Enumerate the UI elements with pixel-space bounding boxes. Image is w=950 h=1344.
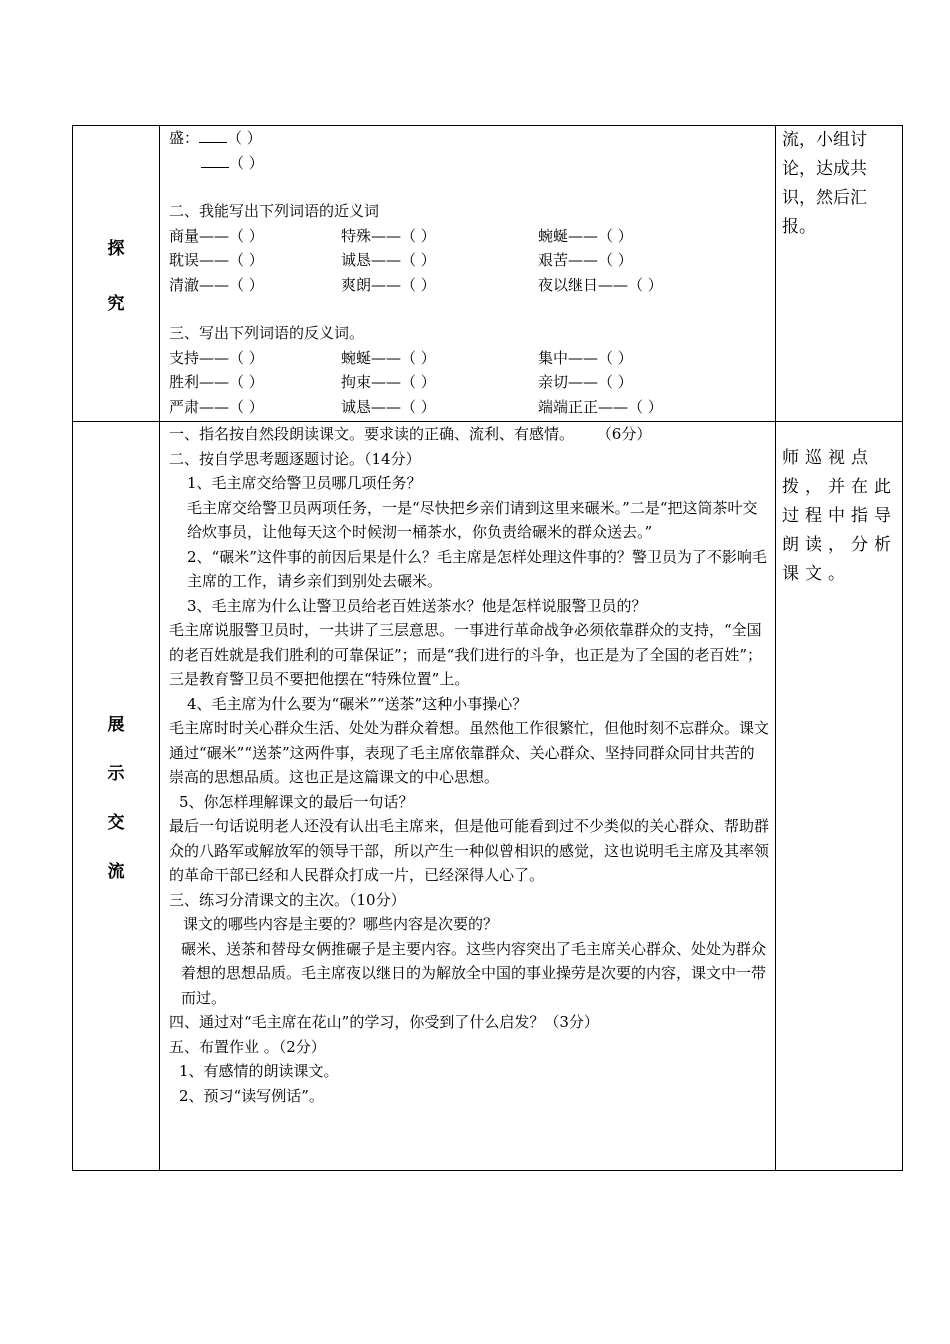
step-5: 五、布置作业 。（2分） — [169, 1037, 326, 1056]
question-5: 5、你怎样理解课文的最后一句话？ — [179, 792, 414, 811]
antonyms-title: 三、写出下列词语的反义词。 — [169, 324, 365, 342]
homework-2: 2、预习“读写例话”。 — [179, 1086, 324, 1105]
antonym-row — [169, 395, 769, 420]
antonym-item: 拘束——（ ） — [341, 373, 436, 391]
answer-3: 毛主席说服警卫员时，一共讲了三层意思。一事进行革命战争必须依靠群众的支持，“全国的老百姓就是我们胜利的可靠保证”；而是“我们进行的斗争，也正是为了全国的老百姓”；三是教育警卫员不要把他摆在“特殊位置”上。 — [169, 621, 763, 688]
antonym-item: 集中——（ ） — [538, 348, 633, 367]
fill-blank — [201, 153, 229, 168]
antonym-row — [169, 346, 769, 371]
antonym-item: 亲切——（ ） — [538, 373, 633, 391]
row-label-present — [73, 422, 160, 1171]
question-4: 4、毛主席为什么要为“碾米”“送茶”这种小事操心？ — [187, 694, 528, 713]
sheng-line-2 — [169, 151, 769, 176]
step-1 — [169, 422, 769, 447]
explore-content — [160, 126, 776, 422]
row-present — [73, 422, 903, 1171]
label-char: 究 — [107, 293, 125, 314]
synonym-item: 耽误——（ ） — [169, 251, 264, 269]
label-char: 展 — [107, 715, 125, 735]
synonym-item: 特殊——（ ） — [341, 226, 436, 245]
antonym-row — [169, 370, 769, 395]
step-3: 三、练习分清课文的主次。（10分） — [169, 890, 406, 909]
synonym-row — [169, 224, 769, 249]
present-content — [160, 422, 776, 1171]
antonym-item: 严肃——（ ） — [169, 397, 264, 416]
step-4: 四、通过对“毛主席在花山”的学习，你受到了什么启发？（3分） — [169, 1013, 599, 1031]
step-1-text: 一、指名按自然段朗读课文。要求读的正确、流利、有感情。 — [169, 425, 575, 443]
present-note — [776, 422, 903, 1171]
synonym-item: 商量——（ ） — [169, 226, 264, 245]
synonym-item: 艰苦——（ ） — [538, 251, 633, 269]
synonyms-title: 二、我能写出下列词语的近义词 — [169, 202, 380, 220]
row-label-explore — [73, 126, 160, 422]
paren: （ ） — [229, 153, 264, 172]
paren: （ ） — [227, 129, 262, 147]
step-3-answer: 碾米、送茶和替母女俩推碾子是主要内容。这些内容突出了毛主席关心群众、处处为群众着想的思想品质。毛主席夜以继日的为解放全中国的事业操劳是次要的内容，课文中一带而过。 — [181, 939, 767, 1007]
label-char: 示 — [107, 764, 125, 784]
antonym-item: 诚恳——（ ） — [341, 397, 436, 416]
sheng-prefix: 盛： — [169, 129, 200, 147]
synonym-item: 诚恳——（ ） — [341, 251, 436, 269]
synonym-item: 蜿蜒——（ ） — [538, 226, 633, 245]
question-1: 1、毛主席交给警卫员哪几项任务？ — [187, 474, 422, 492]
label-char: 交 — [107, 813, 125, 833]
fill-blank — [199, 128, 227, 143]
explore-note: 流，小组讨论，达成共识，然后汇报。 — [776, 126, 903, 422]
answer-5: 最后一句话说明老人还没有认出毛主席来，但是他可能看到过不少类似的关心群众、帮助群众的八路军或解放军的领导干部，所以产生一种似曾相识的感觉，这也说明毛主席及其率领的革命干部已经和人民群众打成一片，已经深得人心了。 — [169, 817, 770, 884]
label-char: 流 — [107, 862, 125, 882]
sheng-line — [169, 126, 769, 151]
step-3-question: 课文的哪些内容是主要的？哪些内容是次要的？ — [183, 915, 499, 933]
answer-4: 毛主席时时关心群众生活、处处为群众着想。虽然他工作很繁忙，但他时刻不忘群众。课文通过“碾米”“送茶”这两件事，表现了毛主席依靠群众、关心群众、坚持同群众同甘共苦的崇高的思想品质。这也正是这篇课文的中心思想。 — [169, 719, 770, 786]
synonym-row — [169, 248, 769, 273]
row-explore — [73, 126, 903, 422]
lesson-table — [72, 125, 903, 1171]
answer-1: 毛主席交给警卫员两项任务，一是“尽快把乡亲们请到这里来碾米。”二是“把这筒茶叶交给炊事员，让他每天这个时候沏一桶茶水，你负责给碾米的群众送去。” — [187, 498, 758, 541]
synonym-row — [169, 273, 769, 298]
antonym-item: 端端正正——（ ） — [538, 397, 663, 416]
step-1-score: （6分） — [596, 425, 652, 443]
antonym-item: 胜利——（ ） — [169, 373, 264, 391]
present-note-text: 师巡视点拨，并在此过程中指导朗读，分析课文。 — [782, 448, 897, 584]
question-3: 3、毛主席为什么让警卫员给老百姓送茶水？他是怎样说服警卫员的？ — [187, 596, 647, 615]
antonym-item: 支持——（ ） — [169, 348, 264, 367]
antonym-item: 蜿蜒——（ ） — [341, 348, 436, 367]
label-char: 探 — [107, 238, 125, 259]
synonym-item: 爽朗——（ ） — [341, 275, 436, 294]
homework-1: 1、有感情的朗读课文。 — [179, 1062, 339, 1080]
synonym-item: 夜以继日——（ ） — [538, 275, 663, 294]
question-2: 2、“碾米”这件事的前因后果是什么？毛主席是怎样处理这件事的？警卫员为了不影响毛主席的工作，请乡亲们到别处去碾米。 — [187, 547, 767, 590]
synonym-item: 清澈——（ ） — [169, 275, 264, 294]
step-2: 二、按自学思考题逐题讨论。（14分） — [169, 449, 421, 468]
